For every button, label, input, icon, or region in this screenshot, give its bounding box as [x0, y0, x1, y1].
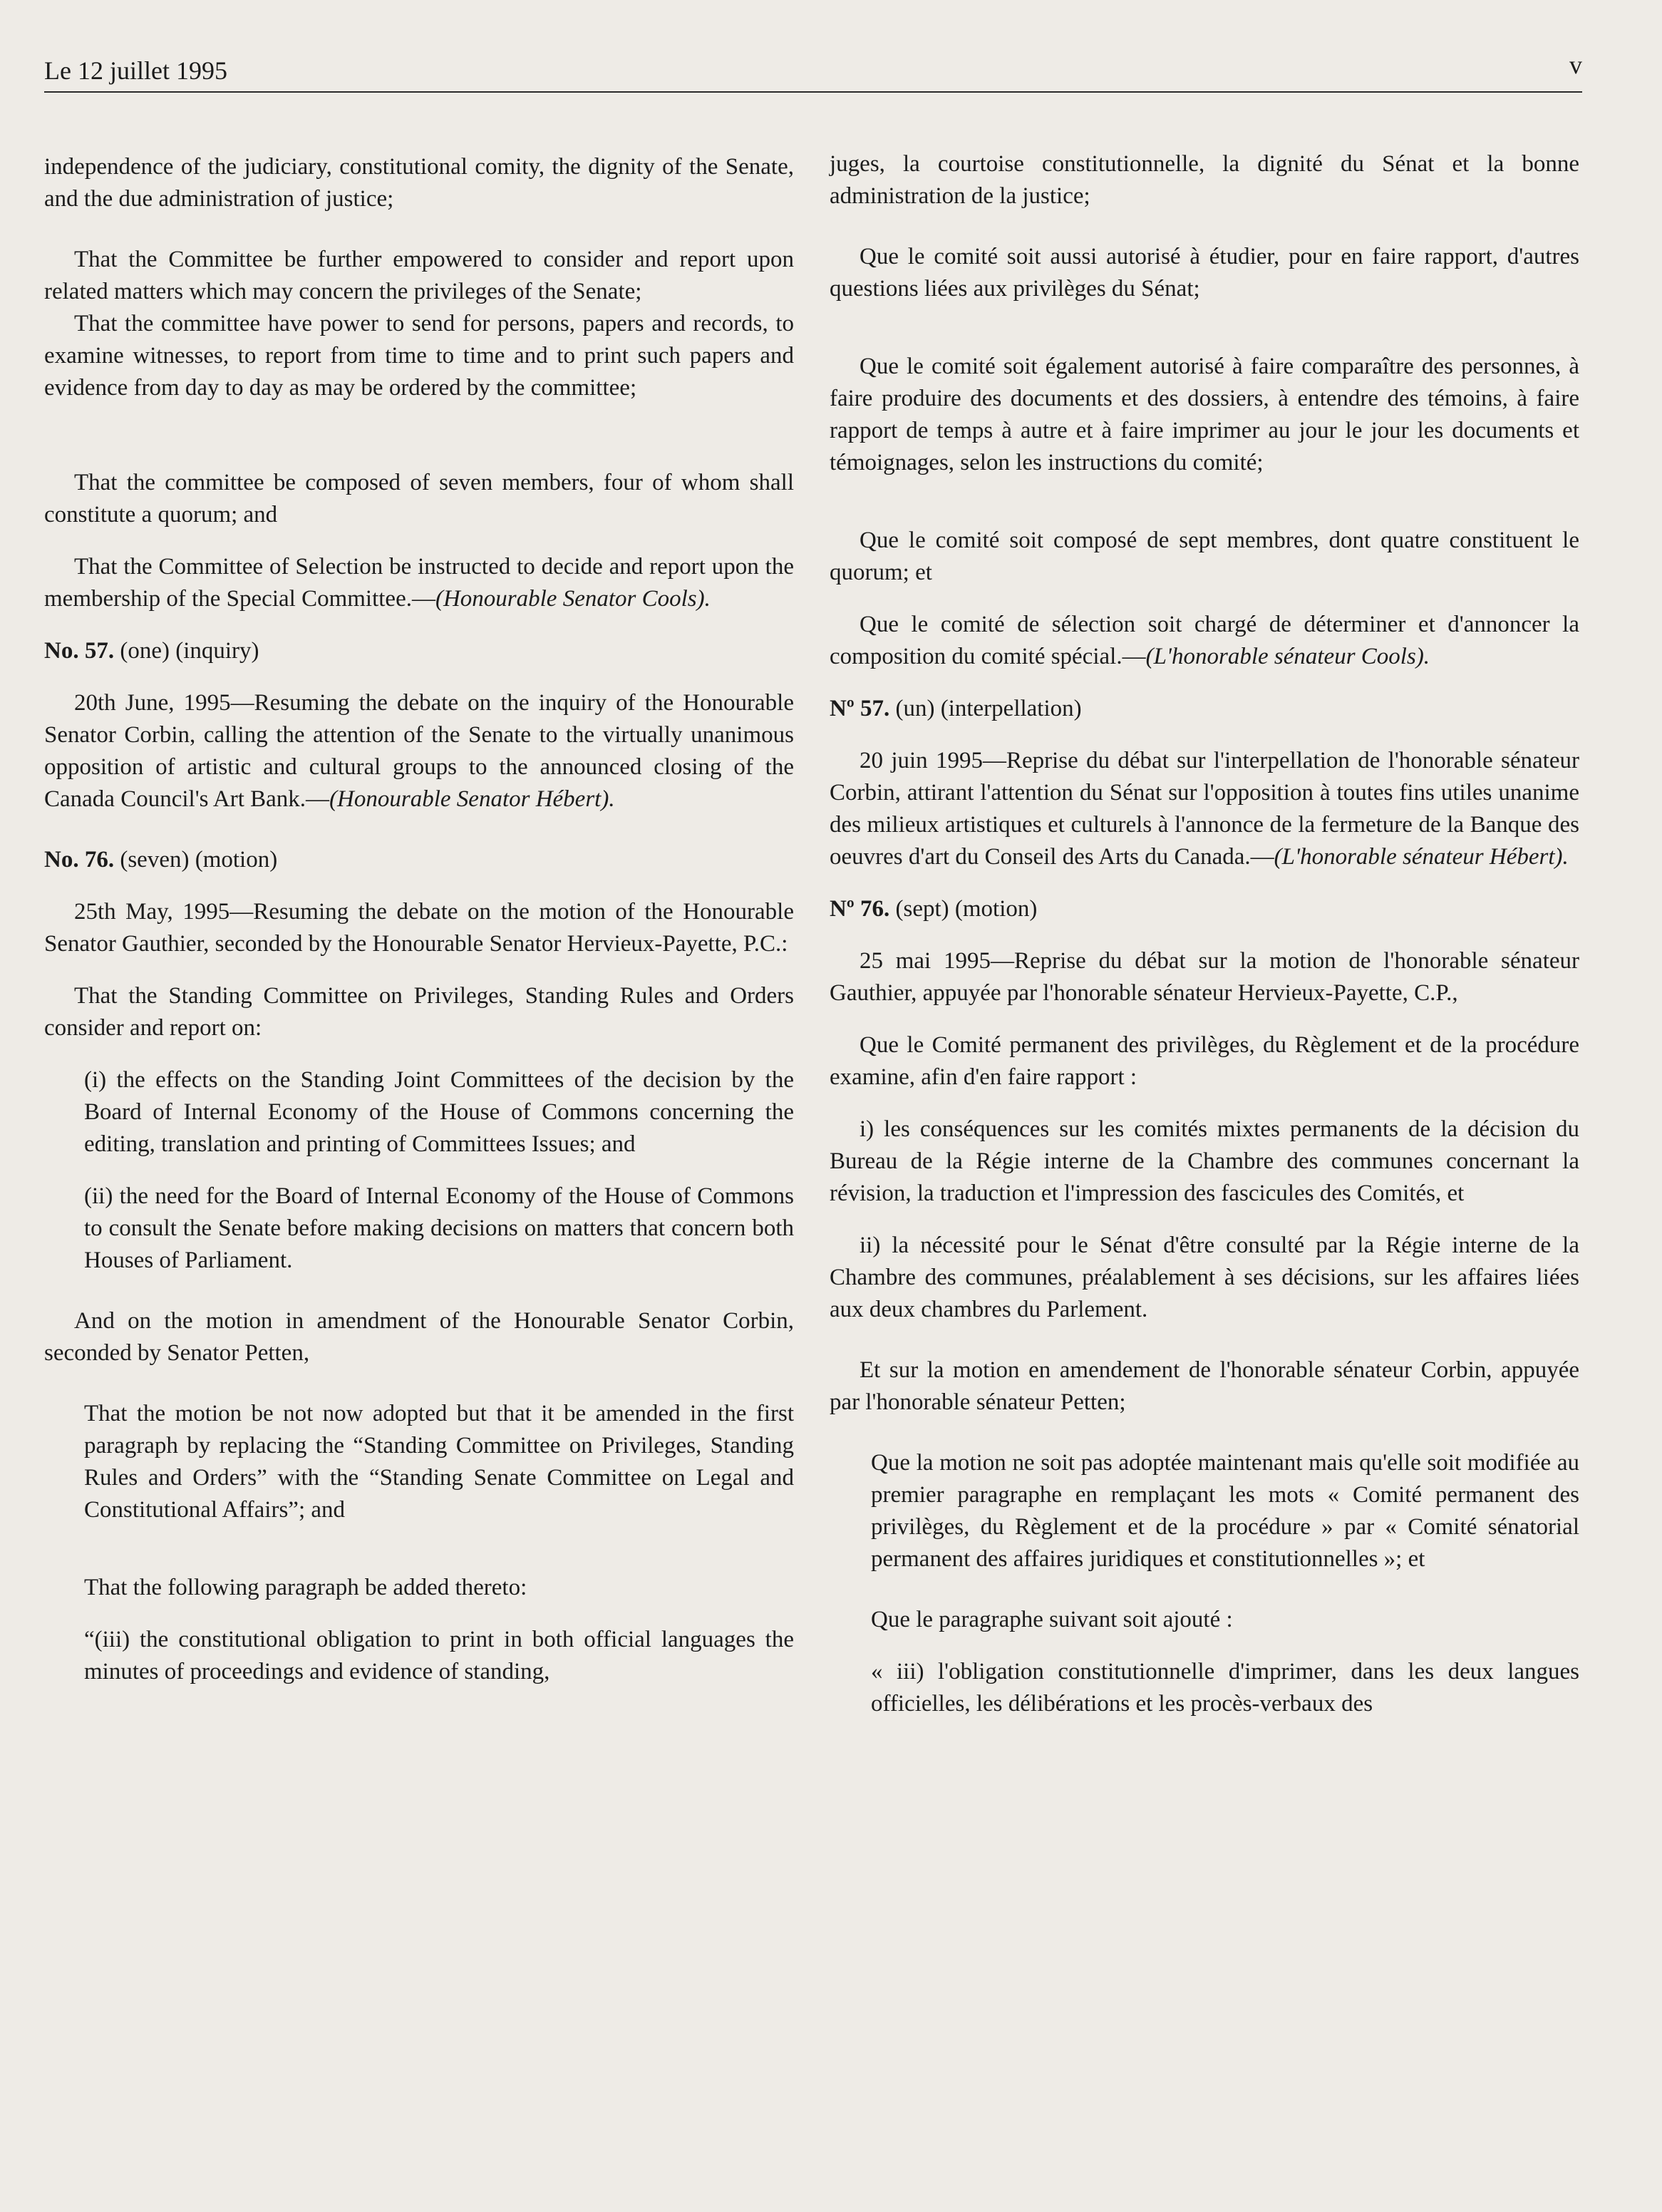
left-paragraph-1: independence of the judiciary, constitutional comity, the dignity of the Senate, and the due administration of justice;: [44, 154, 794, 212]
left-item-76-heading: [44, 844, 794, 876]
left-item-57-text: [44, 687, 794, 816]
right-item-57-heading: [830, 693, 1579, 725]
right-amendment-para-2: Que le paragraphe suivant soit ajouté :: [871, 1607, 1233, 1632]
right-item-76-para-1: Que le Comité permanent des privilèges, du Règlement et de la procédure examine, afin d'en faire rapport :: [830, 1032, 1579, 1090]
right-item-57-credit: (L'honorable sénateur Hébert).: [1274, 844, 1569, 870]
right-item-76-heading: [830, 893, 1579, 925]
right-item-57-body: 20 juin 1995—Reprise du débat sur l'interpellation de l'honorable sénateur Corbin, attirant l'attention du Sénat sur l'opposition à toutes fins utiles unanime des milieux artistiques et culturels à l'annonce de la fermeture de la Banque des oeuvres d'art du Conseil des Arts du Canada.—: [830, 748, 1579, 870]
left-paragraph-4: That the committee be composed of seven members, four of whom shall constitute a quorum; and: [44, 470, 794, 528]
right-amendment-intro: Et sur la motion en amendement de l'honorable sénateur Corbin, appuyée par l'honorable sénateur Petten;: [830, 1357, 1579, 1415]
left-item-76-para-1: That the Standing Committee on Privileges, Standing Rules and Orders consider and report on:: [44, 983, 794, 1041]
header-date: Le 12 juillet 1995: [44, 56, 227, 85]
right-paragraph-1: juges, la courtoise constitutionnelle, la dignité du Sénat et la bonne administration de la justice;: [830, 151, 1579, 209]
right-paragraph-2: Que le comité soit aussi autorisé à étudier, pour en faire rapport, d'autres questions liées aux privilèges du Sénat;: [830, 244, 1579, 302]
right-item-76-text: 25 mai 1995—Reprise du débat sur la motion de l'honorable sénateur Gauthier, appuyée par l'honorable sénateur Hervieux-Payette, C.P.,: [830, 948, 1579, 1006]
english-column: [44, 151, 794, 1688]
left-paragraph-2: That the Committee be further empowered to consider and report upon related matters which may concern the privileges of the Senate;: [44, 247, 794, 304]
left-item-76-number: No. 76.: [44, 847, 115, 873]
left-item-76-clause-ii: (ii) the need for the Board of Internal Economy of the House of Commons to consult the Senate before making decisions on matters that concern both Houses of Parliament.: [84, 1183, 794, 1273]
right-item-76-clause-ii: ii) la nécessité pour le Sénat d'être consulté par la Régie interne de la Chambre des communes, préalablement à ses décisions, sur les affaires liées aux deux chambres du Parlement.: [830, 1233, 1579, 1322]
right-item-57-number: Nº 57.: [830, 696, 890, 721]
page-number: v: [1569, 51, 1582, 79]
left-amendment-clause-iii: “(iii) the constitutional obligation to print in both official languages the minutes of proceedings and evidence of standing,: [84, 1627, 794, 1684]
left-item-57-credit: (Honourable Senator Hébert).: [329, 786, 615, 812]
french-column: [830, 148, 1579, 1720]
right-amendment-clause-iii: « iii) l'obligation constitutionnelle d'imprimer, dans les deux langues officielles, les délibérations et les procès-verbaux des: [871, 1659, 1579, 1717]
left-p5-text: That the Committee of Selection be instructed to decide and report upon the membership of the Special Committee.—: [44, 554, 794, 612]
right-item-57-desc: (un) (interpellation): [889, 696, 1082, 721]
left-item-76-text: 25th May, 1995—Resuming the debate on the motion of the Honourable Senator Gauthier, seconded by the Honourable Senator Hervieux-Payette, P.C.:: [44, 899, 794, 957]
left-item-57-desc: (one) (inquiry): [114, 638, 259, 664]
left-amendment-intro: And on the motion in amendment of the Honourable Senator Corbin, seconded by Senator Petten,: [44, 1308, 794, 1366]
right-item-76-clause-i: i) les conséquences sur les comités mixtes permanents de la décision du Bureau de la Régie interne de la Chambre des communes concernant la révision, la traduction et l'impression des fascicules des Comités, et: [830, 1116, 1579, 1206]
left-item-57-heading: [44, 635, 794, 667]
right-item-76-number: Nº 76.: [830, 896, 890, 922]
left-paragraph-5: [44, 551, 794, 615]
header-rule: [44, 91, 1582, 93]
right-item-76-desc: (sept) (motion): [889, 896, 1038, 922]
left-p5-credit: (Honourable Senator Cools).: [435, 586, 711, 612]
right-item-57-text: [830, 745, 1579, 873]
right-paragraph-3: Que le comité soit également autorisé à faire comparaître des personnes, à faire produire des documents et des dossiers, à entendre des témoins, à faire rapport de temps à autre et à faire imprimer au jour le jour les documents et témoignages, selon les instructions du comité;: [830, 354, 1579, 475]
right-p5-text: Que le comité de sélection soit chargé de déterminer et d'annoncer la composition du comité spécial.—: [830, 612, 1579, 669]
left-item-57-number: No. 57.: [44, 638, 115, 664]
left-amendment-para-1: That the motion be not now adopted but that it be amended in the first paragraph by replacing the “Standing Committee on Privileges, Standing Rules and Orders” with the “Standing Senate Committee on Legal and Constitutional Affairs”; and: [84, 1401, 794, 1523]
left-paragraph-3: That the committee have power to send for persons, papers and records, to examine witnesses, to report from time to time and to print such papers and evidence from day to day as may be ordered by the committee;: [44, 311, 794, 401]
left-amendment-para-2: That the following paragraph be added thereto:: [84, 1575, 527, 1600]
left-item-57-body: 20th June, 1995—Resuming the debate on the inquiry of the Honourable Senator Corbin, calling the attention of the Senate to the virtually unanimous opposition of artistic and cultural groups to the announced closing of the Canada Council's Art Bank.—: [44, 690, 794, 812]
right-p5-credit: (L'honorable sénateur Cools).: [1145, 644, 1430, 669]
right-amendment-para-1: Que la motion ne soit pas adoptée maintenant mais qu'elle soit modifiée au premier paragraphe en remplaçant les mots « Comité permanent des privilèges, du Règlement et de la procédure » par « Comité sénatorial permanent des affaires juridiques et constitutionnelles »; et: [871, 1450, 1579, 1572]
right-paragraph-4: Que le comité soit composé de sept membres, dont quatre constituent le quorum; et: [830, 528, 1579, 585]
left-item-76-desc: (seven) (motion): [114, 847, 278, 873]
right-paragraph-5: [830, 609, 1579, 673]
running-header: [44, 51, 1582, 93]
left-item-76-clause-i: (i) the effects on the Standing Joint Committees of the decision by the Board of Internal Economy of the House of Commons concerning the editing, translation and printing of Committees Issues; and: [84, 1067, 794, 1157]
